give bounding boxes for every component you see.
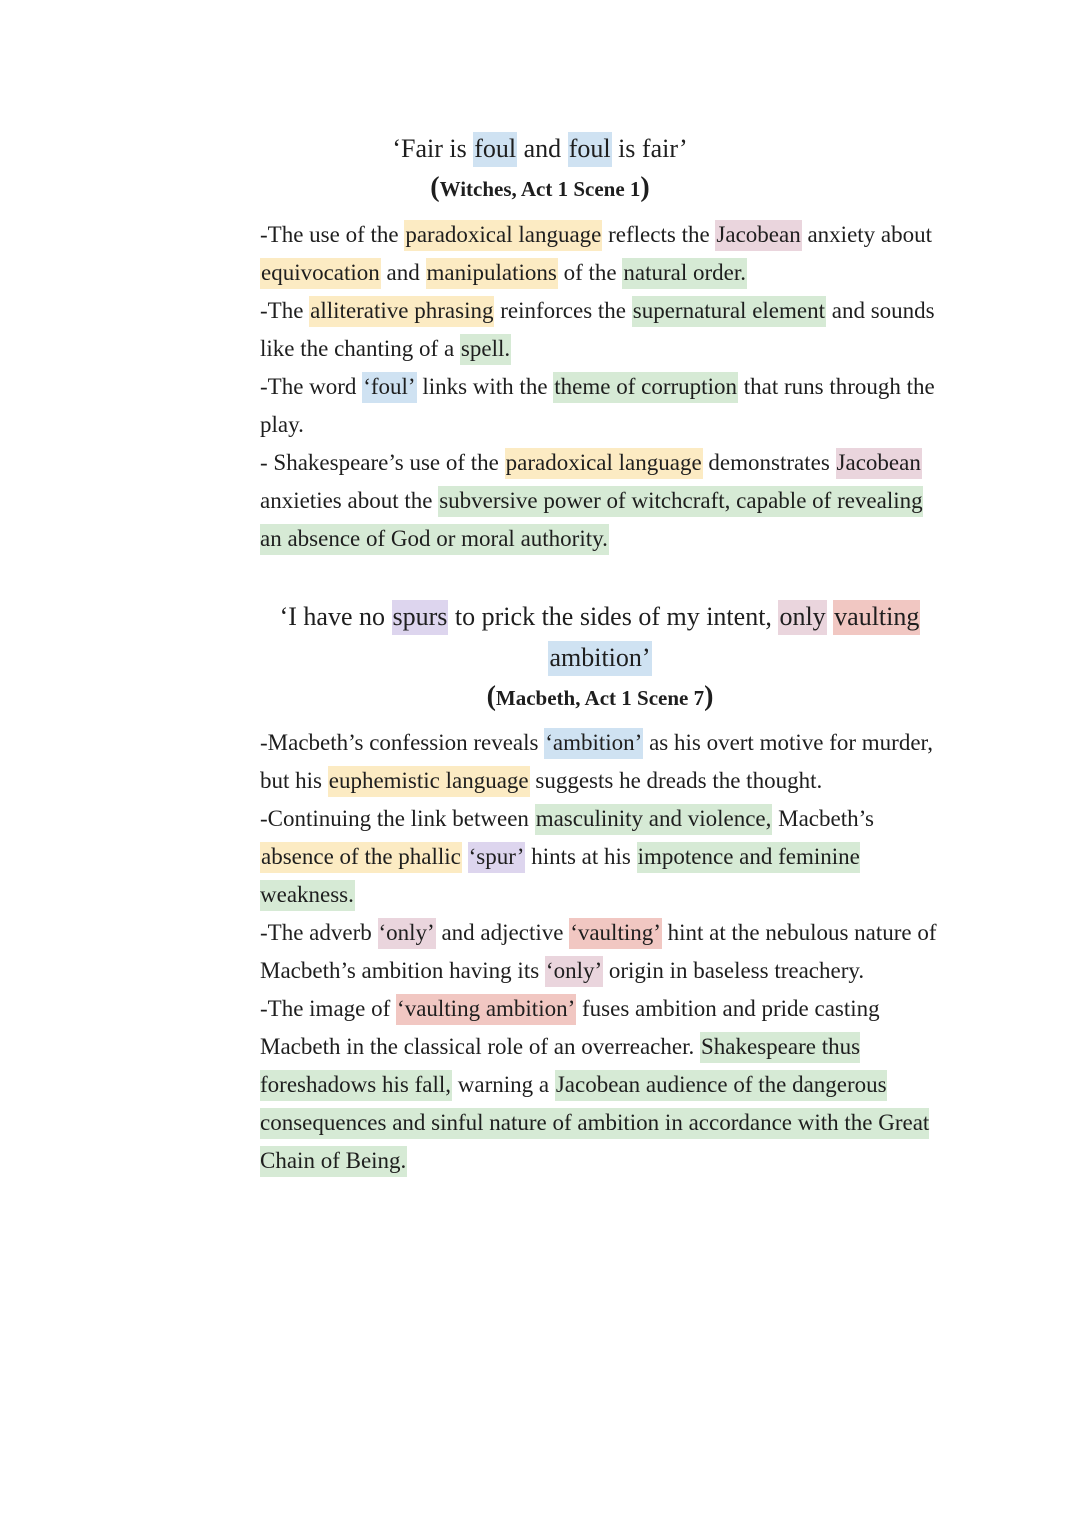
note-paragraph	[260, 292, 950, 368]
citation-paren: )	[640, 172, 650, 203]
note-text: and sounds like the chanting of a	[260, 298, 935, 361]
highlight-blue: ambition’	[548, 641, 651, 676]
citation-paren: (	[430, 172, 440, 203]
highlight-green: masculinity and violence,	[535, 804, 773, 835]
note-text: that runs through the play.	[260, 374, 935, 437]
note-text: -Continuing the link between	[260, 806, 535, 831]
highlight-yellow: paradoxical language	[404, 220, 602, 251]
highlight-green: subversive power of witchcraft, capable of revealing an absence of God or moral authority.	[260, 486, 923, 555]
highlight-red: ‘vaulting ambition’	[396, 994, 576, 1025]
highlight-yellow: alliterative phrasing	[309, 296, 494, 327]
highlight-yellow: absence of the phallic	[260, 842, 462, 873]
highlight-green: spell.	[460, 334, 511, 365]
note-text: -The adverb	[260, 920, 378, 945]
highlight-pink: Jacobean	[836, 448, 922, 479]
note-text: hint at the nebulous nature of Macbeth’s ambition having its	[260, 920, 937, 983]
citation-text: Macbeth, Act 1 Scene 7	[495, 686, 705, 710]
note-text: fuses ambition and pride casting Macbeth in the classical role of an overreacher.	[260, 996, 880, 1059]
note-text: demonstrates	[702, 450, 836, 475]
note-text: reinforces the	[494, 298, 632, 323]
highlight-pink: only	[778, 600, 826, 635]
highlight-yellow: equivocation	[260, 258, 381, 289]
highlight-yellow: manipulations	[426, 258, 558, 289]
highlight-pink: ‘only’	[378, 918, 436, 949]
note-text: suggests he dreads the thought.	[529, 768, 823, 793]
note-text: warning a	[452, 1072, 555, 1097]
highlight-red: vaulting	[833, 600, 920, 635]
note-text: anxiety about	[801, 222, 933, 247]
note-text: -Macbeth’s confession reveals	[260, 730, 545, 755]
note-text: hints at his	[525, 844, 637, 869]
note-text: -The use of the	[260, 222, 405, 247]
citation-text: Witches, Act 1 Scene 1	[439, 177, 641, 201]
highlight-blue: foul	[568, 132, 612, 167]
citation-witches	[260, 171, 820, 206]
quote-text: is fair’	[611, 134, 688, 163]
note-paragraph	[260, 914, 950, 990]
notes-block-1	[260, 216, 950, 558]
highlight-pink: Jacobean	[715, 220, 801, 251]
note-text: reflects the	[602, 222, 716, 247]
note-paragraph	[260, 724, 950, 800]
note-text: as his overt motive for murder, but his	[260, 730, 934, 793]
note-text	[462, 844, 468, 869]
citation-paren: )	[704, 681, 714, 712]
highlight-purple: spurs	[392, 600, 449, 635]
quote-text: ‘Fair is	[392, 134, 474, 163]
note-text: -The image of	[260, 996, 397, 1021]
note-text: - Shakespeare’s use of the	[260, 450, 505, 475]
note-text: origin in baseless treachery.	[603, 958, 865, 983]
quote-macbeth	[260, 596, 940, 678]
note-text: -The word	[260, 374, 363, 399]
note-paragraph	[260, 990, 950, 1180]
note-text: of the	[557, 260, 623, 285]
highlight-green: natural order.	[622, 258, 747, 289]
quote-block-2	[260, 596, 940, 715]
highlight-blue: foul	[473, 132, 517, 167]
note-text: and adjective	[435, 920, 570, 945]
note-text: -The	[260, 298, 310, 323]
quote-block-1	[260, 128, 820, 206]
quote-text: and	[517, 134, 568, 163]
highlight-purple: ‘spur’	[468, 842, 526, 873]
quote-witches	[260, 128, 820, 169]
note-paragraph	[260, 368, 950, 444]
notes-block-2	[260, 724, 950, 1180]
highlight-blue: ‘foul’	[362, 372, 416, 403]
note-paragraph	[260, 216, 950, 292]
highlight-yellow: euphemistic language	[328, 766, 530, 797]
highlight-green: supernatural element	[632, 296, 826, 327]
note-paragraph	[260, 800, 950, 914]
note-text: Macbeth’s	[772, 806, 874, 831]
citation-macbeth	[260, 680, 940, 715]
highlight-green: Jacobean audience of the dangerous consequences and sinful nature of ambition in accordance with the Great Chain of Being.	[260, 1070, 929, 1177]
highlight-red: ‘vaulting’	[569, 918, 662, 949]
highlight-yellow: paradoxical language	[505, 448, 703, 479]
citation-paren: (	[486, 681, 496, 712]
note-text: anxieties about the	[260, 488, 439, 513]
highlight-green: impotence and feminine weakness.	[260, 842, 860, 911]
note-text: links with the	[416, 374, 554, 399]
note-paragraph	[260, 444, 950, 558]
quote-text: to prick the sides of my intent,	[448, 602, 779, 631]
highlight-pink: ‘only’	[545, 956, 603, 987]
note-text: and	[380, 260, 426, 285]
highlight-green: Shakespeare thus foreshadows his fall,	[260, 1032, 860, 1101]
quote-text: ‘I have no	[279, 602, 392, 631]
highlight-blue: ‘ambition’	[544, 728, 643, 759]
highlight-green: theme of corruption	[553, 372, 738, 403]
